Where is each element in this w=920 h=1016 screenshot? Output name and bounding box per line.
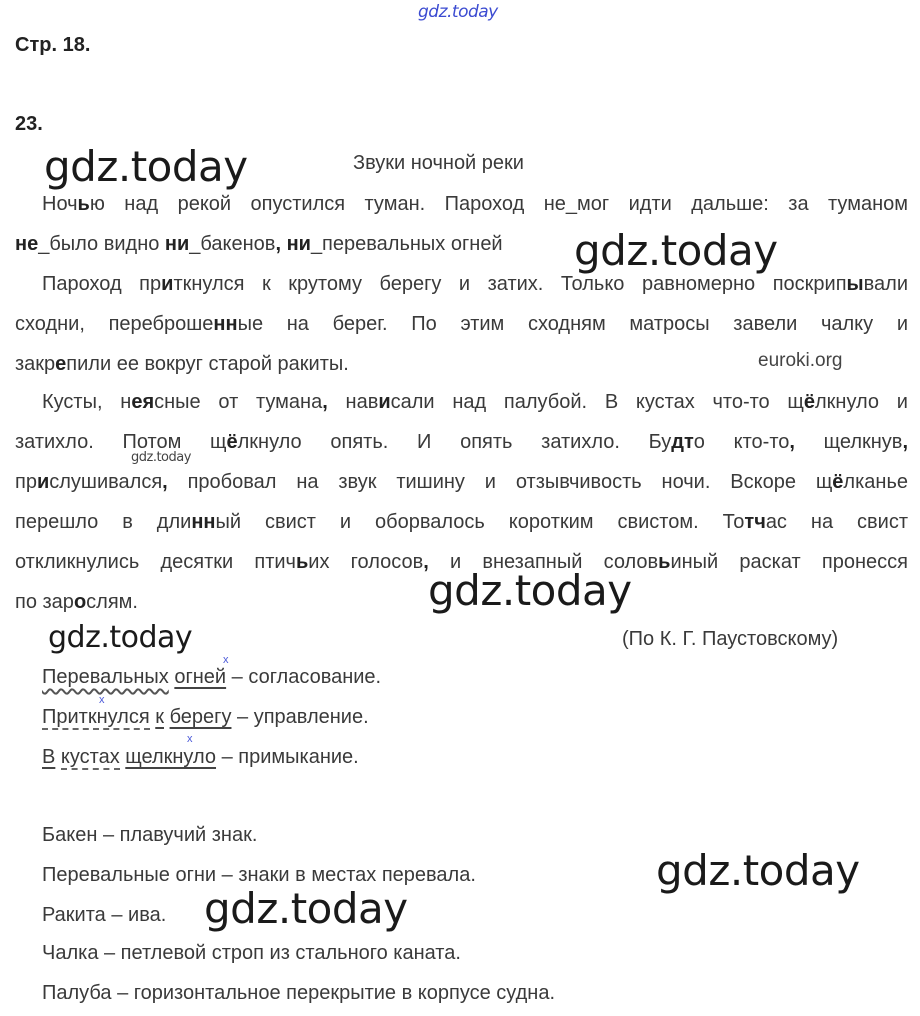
author-attribution: (По К. Г. Паустовскому) xyxy=(622,628,839,650)
watermark: gdz.today xyxy=(204,884,408,933)
text-line: Ночью над рекой опустился туман. Пароход не_мог идти дальше: за туманом xyxy=(42,193,908,215)
glossary-item: Перевальные огни – знаки в местах перевала. xyxy=(42,864,476,886)
text-line: по зарослям. xyxy=(15,591,138,613)
watermark: gdz.today xyxy=(131,450,191,465)
watermark: gdz.today xyxy=(44,142,248,191)
phrase-1: Перевальных огней – согласование. xyxy=(42,666,382,688)
watermark: gdz.today xyxy=(48,620,193,655)
glossary-item: Бакен – плавучий знак. xyxy=(42,824,258,846)
page-label: Стр. 18. xyxy=(15,34,91,56)
text-line: не_было видно ни_бакенов, ни_перевальных огней xyxy=(15,233,503,255)
text-line: сходни, переброшенные на берег. По этим сходням матросы завели чалку и xyxy=(15,313,908,335)
watermark: gdz.today xyxy=(428,566,632,615)
glossary-item: Палуба – горизонтальное перекрытие в корпусе судна. xyxy=(42,982,556,1004)
text-line: закрепили ее вокруг старой ракиты. xyxy=(15,353,349,375)
exercise-number: 23. xyxy=(15,113,43,135)
watermark-euroki: euroki.org xyxy=(758,350,843,371)
watermark-top: gdz.today xyxy=(418,2,498,22)
text-line: Пароход приткнулся к крутому берегу и затих. Только равномерно поскрипывали xyxy=(42,273,908,295)
watermark: gdz.today xyxy=(656,846,860,895)
text-line: Кусты, неясные от тумана, нависали над палубой. В кустах что-то щёлкнуло и xyxy=(42,391,908,413)
phrase-2: Приткнулся к берегу – управление. xyxy=(42,706,369,728)
glossary-item: Чалка – петлевой строп из стального каната. xyxy=(42,942,461,964)
main-word-mark: x xyxy=(223,654,229,666)
text-line: перешло в длинный свист и оборвалось коротким свистом. Тотчас на свист xyxy=(15,511,908,533)
glossary-item: Ракита – ива. xyxy=(42,904,167,926)
text-title: Звуки ночной реки xyxy=(353,152,524,174)
main-word-mark: x xyxy=(99,694,105,706)
text-line: откликнулись десятки птичьих голосов, и внезапный соловьиный раскат пронесся xyxy=(15,551,908,573)
watermark: gdz.today xyxy=(574,226,778,275)
phrase-3: В кустах щелкнуло – примыкание. xyxy=(42,746,359,768)
text-line: затихло. Потом щёлкнуло опять. И опять затихло. Будто кто-то, щелкнув, xyxy=(15,431,908,453)
main-word-mark: x xyxy=(187,733,193,745)
text-line: прислушивался, пробовал на звук тишину и отзывчивость ночи. Вскоре щёлканье xyxy=(15,471,908,493)
